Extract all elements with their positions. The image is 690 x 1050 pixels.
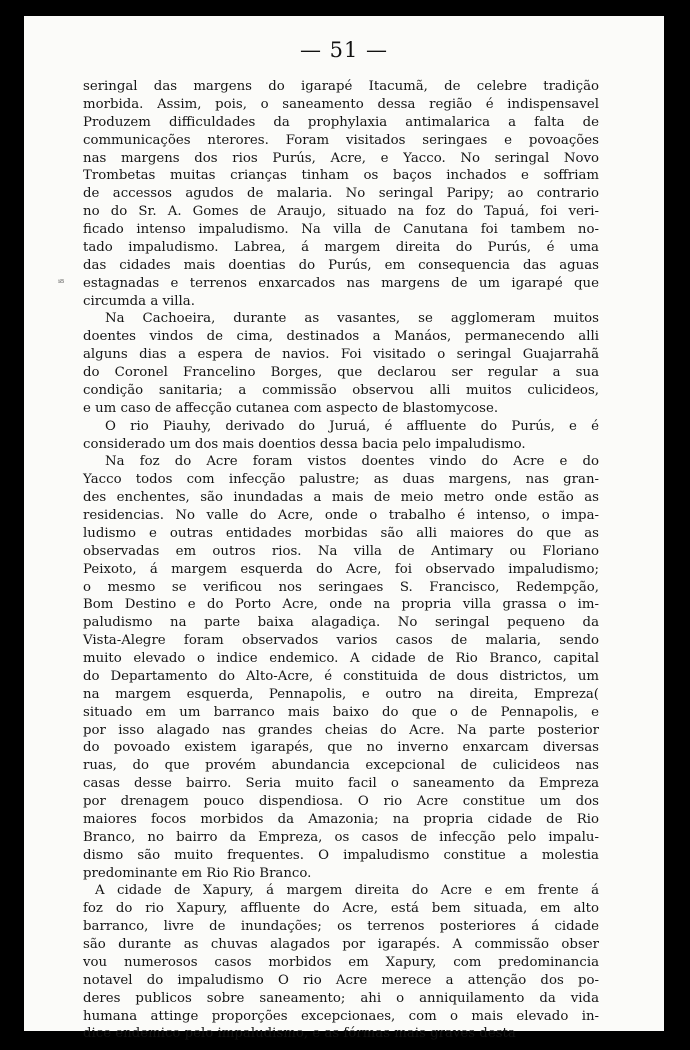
text-line: des enchentes, são inundadas a mais de meio metro onde estão as (83, 490, 599, 506)
text-line: situado em um barranco mais baixo do que o de Pennapolis, e (83, 704, 599, 720)
paragraph (83, 453, 599, 882)
text-line: casas desse bairro. Seria muito facil o saneamento da Empreza (83, 776, 599, 792)
text-line: Vista-Alegre foram observados varios casos de malaria, sendo (83, 633, 599, 649)
text-line: no do Sr. A. Gomes de Araujo, situado na foz do Tapuá, foi veri- (83, 204, 599, 220)
text-line: seringal das margens do igarapé Itacumã, de celebre tradição (83, 79, 599, 94)
text-line: considerado um dos mais doentios dessa bacia pelo impaludismo. (83, 436, 526, 452)
page-number: — 51 — (299, 38, 389, 62)
text-line: Bom Destino e do Porto Acre, onde na propria villa grassa o im- (83, 597, 599, 613)
text-line: maiores focos morbidos da Amazonia; na propria cidade de Rio (83, 811, 599, 827)
text-line: doentes vindos de cima, destinados a Manáos, permanecendo alli (83, 329, 599, 345)
text-line: por drenagem pouco dispendiosa. O rio Acre constitue um dos (83, 794, 599, 809)
text-line: estagnadas e terrenos enxarcados nas margens de um igarapé que (83, 275, 599, 291)
text-line: dismo são muito frequentes. O impaludismo constitue a molestia (83, 847, 599, 863)
paragraph (83, 310, 599, 417)
text-line: notavel do impaludismo O rio Acre merece a attenção dos po- (83, 972, 599, 988)
text-line: alguns dias a espera de navios. Foi visitado o seringal Guajarrahã (83, 347, 599, 363)
text-line: humana attinge proporções excepcionaes, com o mais elevado in- (83, 1008, 599, 1024)
text-line: paludismo na parte baixa alagadiça. No seringal pequeno da (83, 615, 599, 631)
text-line: na margem esquerda, Pennapolis, e outro na direita, Empreza( (83, 686, 599, 702)
text-line: foz do rio Xapury, affluente do Acre, está bem situada, em alto (83, 901, 599, 917)
text-line: Trombetas muitas crianças tinham os baços inchados e soffriam (83, 168, 599, 184)
text-line: Peixoto, á margem esquerda do Acre, foi observado impaludismo; (83, 561, 599, 577)
text-line: deres publicos sobre saneamento; ahi o anniquilamento da vida (83, 990, 599, 1006)
text-line: muito elevado o indice endemico. A cidade de Rio Branco, capital (83, 651, 599, 666)
text-line: dice endemico pelo impaludismo, e as fórmas mais graves desta (83, 1026, 516, 1042)
text-line: do Departamento do Alto-Acre, é constituida de dous districtos, um (83, 668, 599, 684)
text-line: morbida. Assim, pois, o saneamento dessa região é indispensavel (83, 96, 599, 112)
text-line: por isso alagado nas grandes cheias do Acre. Na parte posterior (83, 722, 599, 738)
text-line: ludismo e outras entidades morbidas são alli maiores do que as (83, 525, 599, 541)
margin-mark: ᵢ₈ (58, 275, 65, 286)
text-line: do Coronel Francelino Borges, que declarou ser regular a sua (83, 365, 599, 380)
text-line: Yacco todos com infecção palustre; as duas margens, nas gran- (83, 472, 599, 488)
book-page (24, 16, 664, 1042)
paragraph (83, 882, 599, 1043)
text-line: O rio Piauhy, derivado do Juruá, é affluente do Purús, e é (105, 418, 599, 434)
text-line: ficado intenso impaludismo. Na villa de Canutana foi tambem no- (83, 222, 599, 237)
text-line: e um caso de affecção cutanea com aspecto de blastomycose. (83, 400, 499, 416)
text-line: communicações nterores. Foram visitados seringaes e povoações (83, 132, 599, 148)
text-line: A cidade de Xapury, á margem direita do Acre e em frente á (95, 883, 599, 899)
body-text (83, 78, 599, 1043)
text-line: tado impaludismo. Labrea, á margem direita do Purús, é uma (83, 239, 599, 255)
text-line: barranco, livre de inundações; os terrenos posteriores á cidade (83, 919, 599, 935)
text-line: residencias. No valle do Acre, onde o trabalho é intenso, o impa- (83, 508, 599, 523)
paragraph (83, 418, 599, 454)
text-line: Produzem difficuldades da prophylaxia antimalarica a falta de (83, 114, 599, 130)
paragraph (83, 78, 599, 310)
text-line: condição sanitaria; a commissão observou alli muitos culicideos, (83, 382, 599, 398)
text-line: Na foz do Acre foram vistos doentes vindo do Acre e do (105, 454, 599, 470)
text-line: observadas em outros rios. Na villa de Antimary ou Floriano (83, 543, 599, 559)
text-line: predominante em Rio Rio Branco. (83, 865, 312, 881)
text-line: Na Cachoeira, durante as vasantes, se agglomeram muitos (105, 311, 599, 327)
text-line: das cidades mais doentias do Purús, em consequencia das aguas (83, 257, 599, 273)
text-line: de accessos agudos de malaria. No seringal Paripy; ao contrario (83, 186, 599, 202)
text-line: o mesmo se verificou nos seringaes S. Francisco, Redempção, (83, 579, 599, 595)
text-line: circumda a villa. (83, 293, 195, 309)
text-line: do povoado existem igarapés, que no inverno enxarcam diversas (83, 740, 599, 756)
text-line: são durante as chuvas alagados por igarapés. A commissão obser (83, 937, 599, 952)
text-line: ruas, do que provém abundancia excepcional de culicideos nas (83, 758, 599, 774)
text-line: Branco, no bairro da Empreza, os casos de infecção pelo impalu- (83, 829, 599, 845)
text-line: vou numerosos casos morbidos em Xapury, com predominancia (83, 954, 599, 970)
text-line: nas margens dos rios Purús, Acre, e Yacco. No seringal Novo (83, 150, 599, 166)
